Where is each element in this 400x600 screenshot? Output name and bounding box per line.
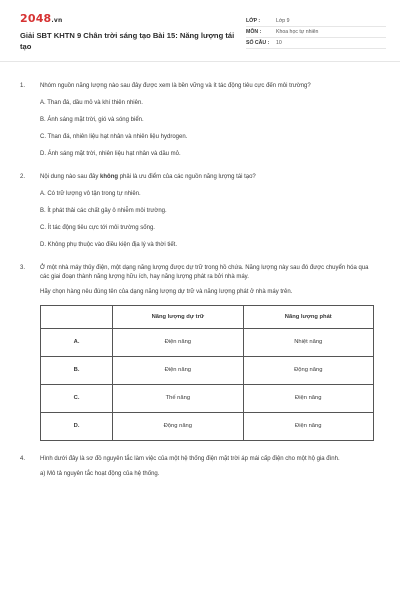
options-list [20, 99, 374, 159]
options-list [20, 190, 374, 250]
question-text: Hình dưới đây là sơ đồ nguyên tắc làm việc của một hệ thống điện mặt trời áp mái cấp điện cho một hộ gia đình. [40, 456, 340, 462]
table-row[interactable] [41, 357, 374, 385]
option-c[interactable]: C. Ít tác động tiêu cực tới môi trường sống. [40, 225, 155, 231]
meta-key: MÔN : [246, 29, 262, 35]
table-cell: Điện năng [113, 357, 243, 385]
question-1 [20, 82, 374, 159]
option-b[interactable]: B. Ít phát thải các chất gây ô nhiễm môi trường. [40, 208, 167, 214]
table-cell: A. [41, 329, 113, 357]
table-cell: C. [41, 385, 113, 413]
question-text: Ở một nhà máy thủy điện, một dạng năng lượng được dự trữ trong hồ chứa. Năng lượng này sau đó được chuyển hóa qua các giai đoạn thành năng lượng hữu ích, hay năng lượng phát ra bởi nhà máy. [40, 265, 369, 280]
question-text-emphasis: không [100, 174, 119, 180]
answer-table [40, 305, 374, 441]
page-header [0, 0, 400, 62]
table-row[interactable] [41, 385, 374, 413]
logo-suffix: .vn [51, 17, 63, 24]
header-left [20, 12, 240, 61]
option-a[interactable]: A. Than đá, dầu mỏ và khí thiên nhiên. [40, 100, 143, 106]
table-row[interactable] [41, 329, 374, 357]
table-cell: Động năng [113, 413, 243, 441]
table-row[interactable] [41, 413, 374, 441]
question-instruction: Hãy chọn hàng nêu đúng tên của dạng năng lượng dự trữ và năng lượng phát ở nhà máy trên. [40, 289, 293, 295]
option-b[interactable]: B. Ánh sáng mặt trời, gió và sóng biển. [40, 117, 144, 123]
table-header-cell [41, 306, 113, 329]
table-header-cell: Năng lượng phát [243, 306, 373, 329]
option-d[interactable]: D. Không phụ thuộc vào điều kiện địa lý và thời tiết. [40, 242, 178, 248]
meta-value: Lớp 9 [276, 18, 290, 24]
table-cell: Nhiệt năng [243, 329, 373, 357]
question-number: 2. [20, 174, 26, 180]
table-cell: B. [41, 357, 113, 385]
meta-row-count [246, 38, 386, 49]
meta-value: 10 [276, 40, 282, 46]
meta-key: LỚP : [246, 18, 261, 24]
table-cell: Thế năng [113, 385, 243, 413]
option-a[interactable]: A. Có trữ lượng vô tận trong tự nhiên. [40, 191, 141, 197]
meta-row-subject [246, 27, 386, 38]
question-text: Nhóm nguồn năng lượng nào sau đây được xem là bền vững và ít tác động tiêu cực đến môi trường? [40, 83, 311, 89]
logo-main: 2048 [20, 12, 52, 25]
option-d[interactable]: D. Ánh sáng mặt trời, nhiên liệu hạt nhân và dầu mỏ. [40, 151, 181, 157]
question-text [40, 173, 374, 182]
meta-value: Khoa học tự nhiên [276, 29, 319, 35]
question-subpart: a) Mô tả nguyên tắc hoạt động của hệ thống. [40, 471, 160, 477]
question-2 [20, 173, 374, 250]
question-number: 1. [20, 83, 26, 89]
meta-key: SỐ CÂU : [246, 40, 270, 46]
meta-panel [246, 12, 386, 61]
question-text-part: Nội dung nào sau đây [40, 174, 101, 180]
table-header-row [41, 306, 374, 329]
question-3 [20, 264, 374, 441]
site-logo[interactable] [20, 12, 240, 26]
table-cell: Điện năng [243, 385, 373, 413]
option-c[interactable]: C. Than đá, nhiên liệu hạt nhân và nhiên liệu hydrogen. [40, 134, 188, 140]
table-cell: Động năng [243, 357, 373, 385]
table-header-cell: Năng lượng dự trữ [113, 306, 243, 329]
question-text-part: phải là ưu điểm của các nguồn năng lượng tái tạo? [118, 174, 256, 180]
meta-row-class [246, 16, 386, 27]
questions-content [0, 62, 400, 479]
question-number: 4. [20, 456, 26, 462]
page-title: Giải SBT KHTN 9 Chân trời sáng tạo Bài 15: Năng lượng tái tạo [20, 31, 235, 51]
table-cell: Điện năng [113, 329, 243, 357]
table-cell: D. [41, 413, 113, 441]
table-cell: Điện năng [243, 413, 373, 441]
question-number: 3. [20, 265, 26, 271]
question-4 [20, 455, 374, 479]
